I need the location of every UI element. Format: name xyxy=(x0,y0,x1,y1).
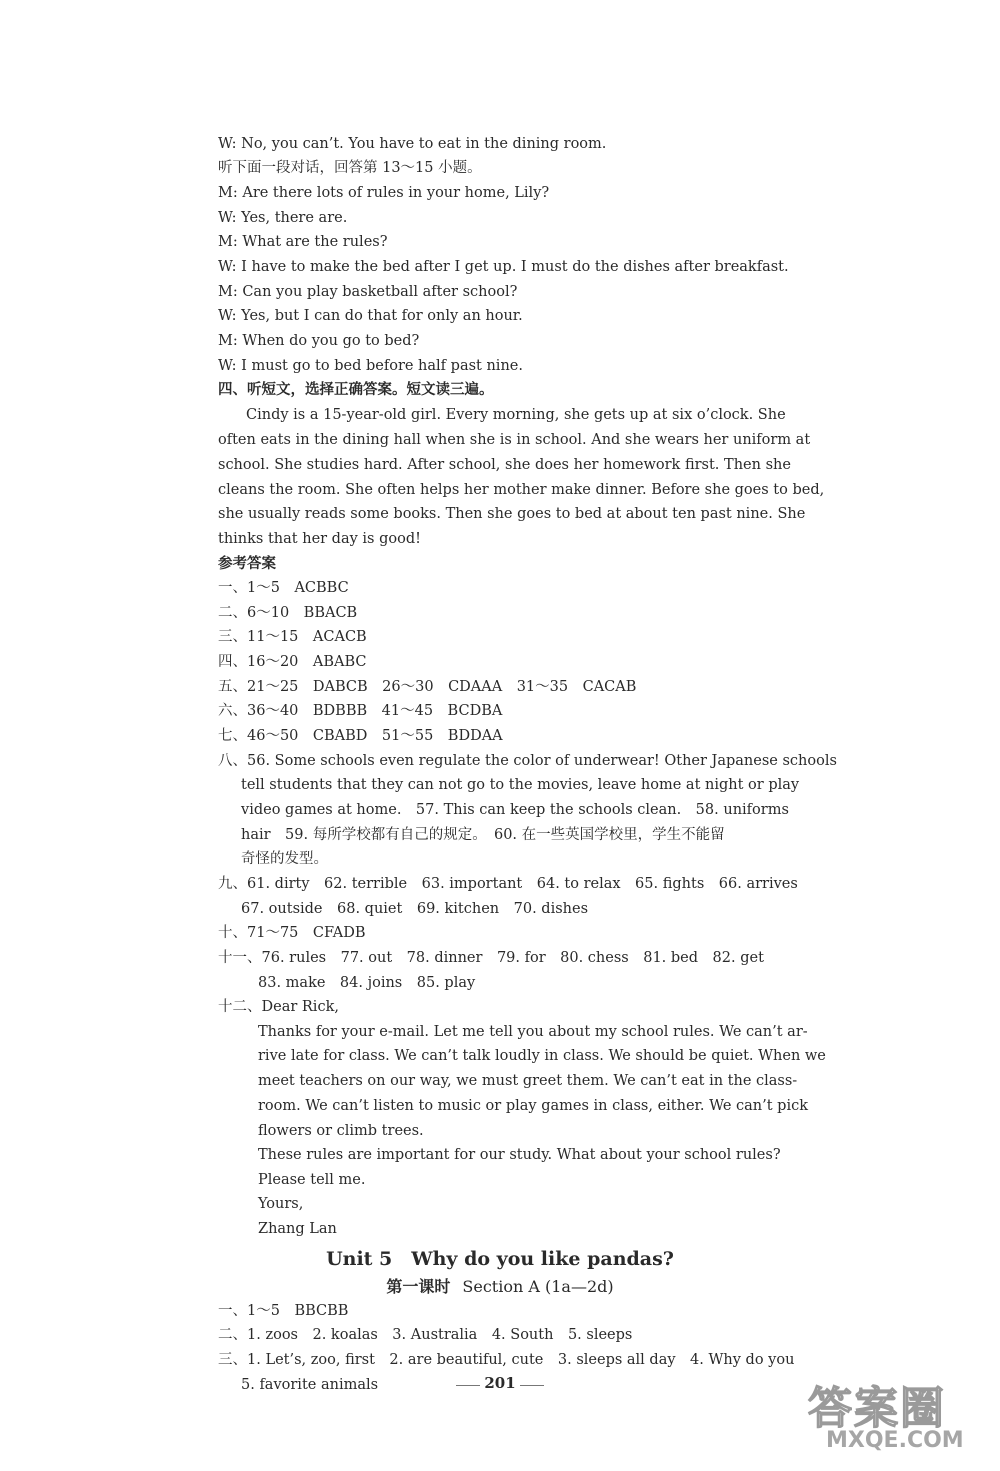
dialogue-line: W: No, you can’t. You have to eat in the dining room. xyxy=(218,136,607,152)
letter-line: Please tell me. xyxy=(258,1172,366,1188)
answer-line: 一、1～5 BBCBB xyxy=(218,1303,349,1319)
dialogue-line: W: Yes, there are. xyxy=(218,210,348,226)
answer-line: 67. outside 68. quiet 69. kitchen 70. dishes xyxy=(241,901,589,917)
answer-line: 5. favorite animals xyxy=(241,1377,379,1393)
dialogue-line: M: What are the rules? xyxy=(218,234,388,250)
dialogue-line: W: I must go to bed before half past nine. xyxy=(218,358,523,374)
answer-line: video games at home. 57. This can keep the schools clean. 58. uniforms xyxy=(241,802,789,818)
passage-line: school. She studies hard. After school, she does her homework first. Then she xyxy=(218,457,791,473)
letter-salutation: 十二、Dear Rick, xyxy=(218,999,339,1015)
letter-signature: Zhang Lan xyxy=(258,1221,337,1237)
letter-line: meet teachers on our way, we must greet them. We can’t eat in the class- xyxy=(258,1073,798,1089)
letter-line: These rules are important for our study. What about your school rules? xyxy=(258,1147,781,1163)
lesson-section: Section A (1a—2d) xyxy=(462,1277,614,1296)
instruction-line: 听下面一段对话，回答第 13～15 小题。 xyxy=(218,160,482,176)
dialogue-line: M: Can you play basketball after school? xyxy=(218,284,518,300)
letter-line: flowers or climb trees. xyxy=(258,1123,424,1139)
answer-line: 六、36～40 BDBBB 41～45 BCDBA xyxy=(218,703,503,719)
page-number: 201 xyxy=(484,1374,516,1392)
dialogue-line: W: I have to make the bed after I get up. I must do the dishes after breakfast. xyxy=(218,259,789,275)
passage-line: cleans the room. She often helps her mother make dinner. Before she goes to bed, xyxy=(218,482,825,498)
answer-line: 三、11～15 ACACB xyxy=(218,629,367,645)
answer-line: 十一、76. rules 77. out 78. dinner 79. for 80. chess 81. bed 82. get xyxy=(218,950,764,966)
watermark-title: 答案圈 xyxy=(808,1383,946,1434)
answer-line: 七、46～50 CBABD 51～55 BDDAA xyxy=(218,728,503,744)
lesson-label: 第一课时 xyxy=(386,1277,451,1296)
dialogue-line: M: When do you go to bed? xyxy=(218,333,420,349)
passage-line: thinks that her day is good! xyxy=(218,531,421,547)
letter-closing: Yours, xyxy=(258,1196,304,1212)
passage-line: Cindy is a 15-year-old girl. Every morning, she gets up at six o’clock. She xyxy=(246,407,786,423)
dialogue-line: W: Yes, but I can do that for only an hour. xyxy=(218,308,523,324)
answer-line: 四、16～20 ABABC xyxy=(218,654,367,670)
passage-line: often eats in the dining hall when she is in school. And she wears her uniform at xyxy=(218,432,811,448)
letter-line: rive late for class. We can’t talk loudly in class. We should be quiet. When we xyxy=(258,1048,826,1064)
answer-line: 二、1. zoos 2. koalas 3. Australia 4. South 5. sleeps xyxy=(218,1327,633,1343)
answer-key-heading: 参考答案 xyxy=(218,555,276,572)
watermark-url: MXQE.COM xyxy=(826,1428,964,1453)
answer-line: hair 59. 每所学校都有自己的规定。 60. 在一些英国学校里，学生不能留 xyxy=(241,827,725,843)
section-heading: 四、听短文，选择正确答案。短文读三遍。 xyxy=(218,381,494,398)
passage-line: she usually reads some books. Then she goes to bed at about ten past nine. She xyxy=(218,506,806,522)
answer-line: 83. make 84. joins 85. play xyxy=(258,975,476,991)
answer-line: 九、61. dirty 62. terrible 63. important 64. to relax 65. fights 66. arrives xyxy=(218,876,798,892)
answer-line: 二、6～10 BBACB xyxy=(218,605,358,621)
lesson-subtitle xyxy=(0,1274,1000,1297)
answer-line: 五、21～25 DABCB 26～30 CDAAA 31～35 CACAB xyxy=(218,679,637,695)
answer-line: 一、1～5 ACBBC xyxy=(218,580,349,596)
letter-line: Thanks for your e-mail. Let me tell you about my school rules. We can’t ar- xyxy=(258,1024,808,1040)
answer-line: 三、1. Let’s, zoo, first 2. are beautiful, cute 3. sleeps all day 4. Why do you xyxy=(218,1352,795,1368)
answer-line: 十、71～75 CFADB xyxy=(218,925,366,941)
letter-line: room. We can’t listen to music or play games in class, either. We can’t pick xyxy=(258,1098,808,1114)
answer-line: tell students that they can not go to the movies, leave home at night or play xyxy=(241,777,800,793)
dialogue-line: M: Are there lots of rules in your home, Lily? xyxy=(218,185,550,201)
watermark-logo xyxy=(808,1372,990,1462)
answer-line: 八、56. Some schools even regulate the color of underwear! Other Japanese schools xyxy=(218,753,837,769)
answer-line: 奇怪的发型。 xyxy=(241,851,328,867)
page-number-rule-right xyxy=(520,1385,544,1386)
unit-title: Unit 5 Why do you like pandas? xyxy=(326,1248,674,1270)
